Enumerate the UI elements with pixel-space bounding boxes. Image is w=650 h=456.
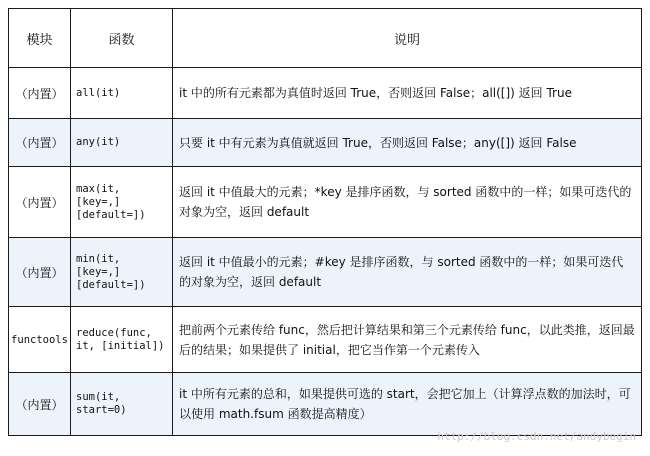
- function-cell: all(it): [71, 68, 173, 119]
- table-row: [9, 373, 642, 436]
- table-header-row: [9, 9, 642, 68]
- table-row: [9, 68, 642, 119]
- table-row: [9, 307, 642, 373]
- header-module: 模块: [9, 9, 71, 68]
- table-row: [9, 167, 642, 238]
- functions-table: [8, 8, 642, 436]
- function-cell: reduce(func, it, [initial]): [71, 307, 173, 373]
- description-cell: it 中所有元素的总和，如果提供可选的 start，会把它加上（计算浮点数的加法时，可以使用 math.fsum 函数提高精度）: [173, 373, 642, 436]
- module-cell: （内置）: [9, 238, 71, 307]
- module-cell: （内置）: [9, 167, 71, 238]
- module-cell: （内置）: [9, 68, 71, 119]
- table-row: [9, 238, 642, 307]
- functions-table-container: [8, 8, 641, 436]
- function-cell: any(it): [71, 119, 173, 167]
- table-row: [9, 119, 642, 167]
- description-cell: it 中的所有元素都为真值时返回 True，否则返回 False；all([]) 返回 True: [173, 68, 642, 119]
- function-cell: max(it, [key=,] [default=]): [71, 167, 173, 238]
- function-cell: sum(it, start=0): [71, 373, 173, 436]
- description-cell: 只要 it 中有元素为真值就返回 True，否则返回 False；any([]) 返回 False: [173, 119, 642, 167]
- watermark-text: http://blog.csdn.net/andybegin: [437, 430, 636, 443]
- function-cell: min(it, [key=,] [default=]): [71, 238, 173, 307]
- description-cell: 返回 it 中值最小的元素；#key 是排序函数，与 sorted 函数中的一样；如果可迭代的对象为空，返回 default: [173, 238, 642, 307]
- module-cell: （内置）: [9, 373, 71, 436]
- module-cell: functools: [9, 307, 71, 373]
- description-cell: 把前两个元素传给 func，然后把计算结果和第三个元素传给 func，以此类推，返回最后的结果；如果提供了 initial，把它当作第一个元素传入: [173, 307, 642, 373]
- description-cell: 返回 it 中值最大的元素；*key 是排序函数，与 sorted 函数中的一样；如果可迭代的对象为空，返回 default: [173, 167, 642, 238]
- header-function: 函数: [71, 9, 173, 68]
- header-description: 说明: [173, 9, 642, 68]
- module-cell: （内置）: [9, 119, 71, 167]
